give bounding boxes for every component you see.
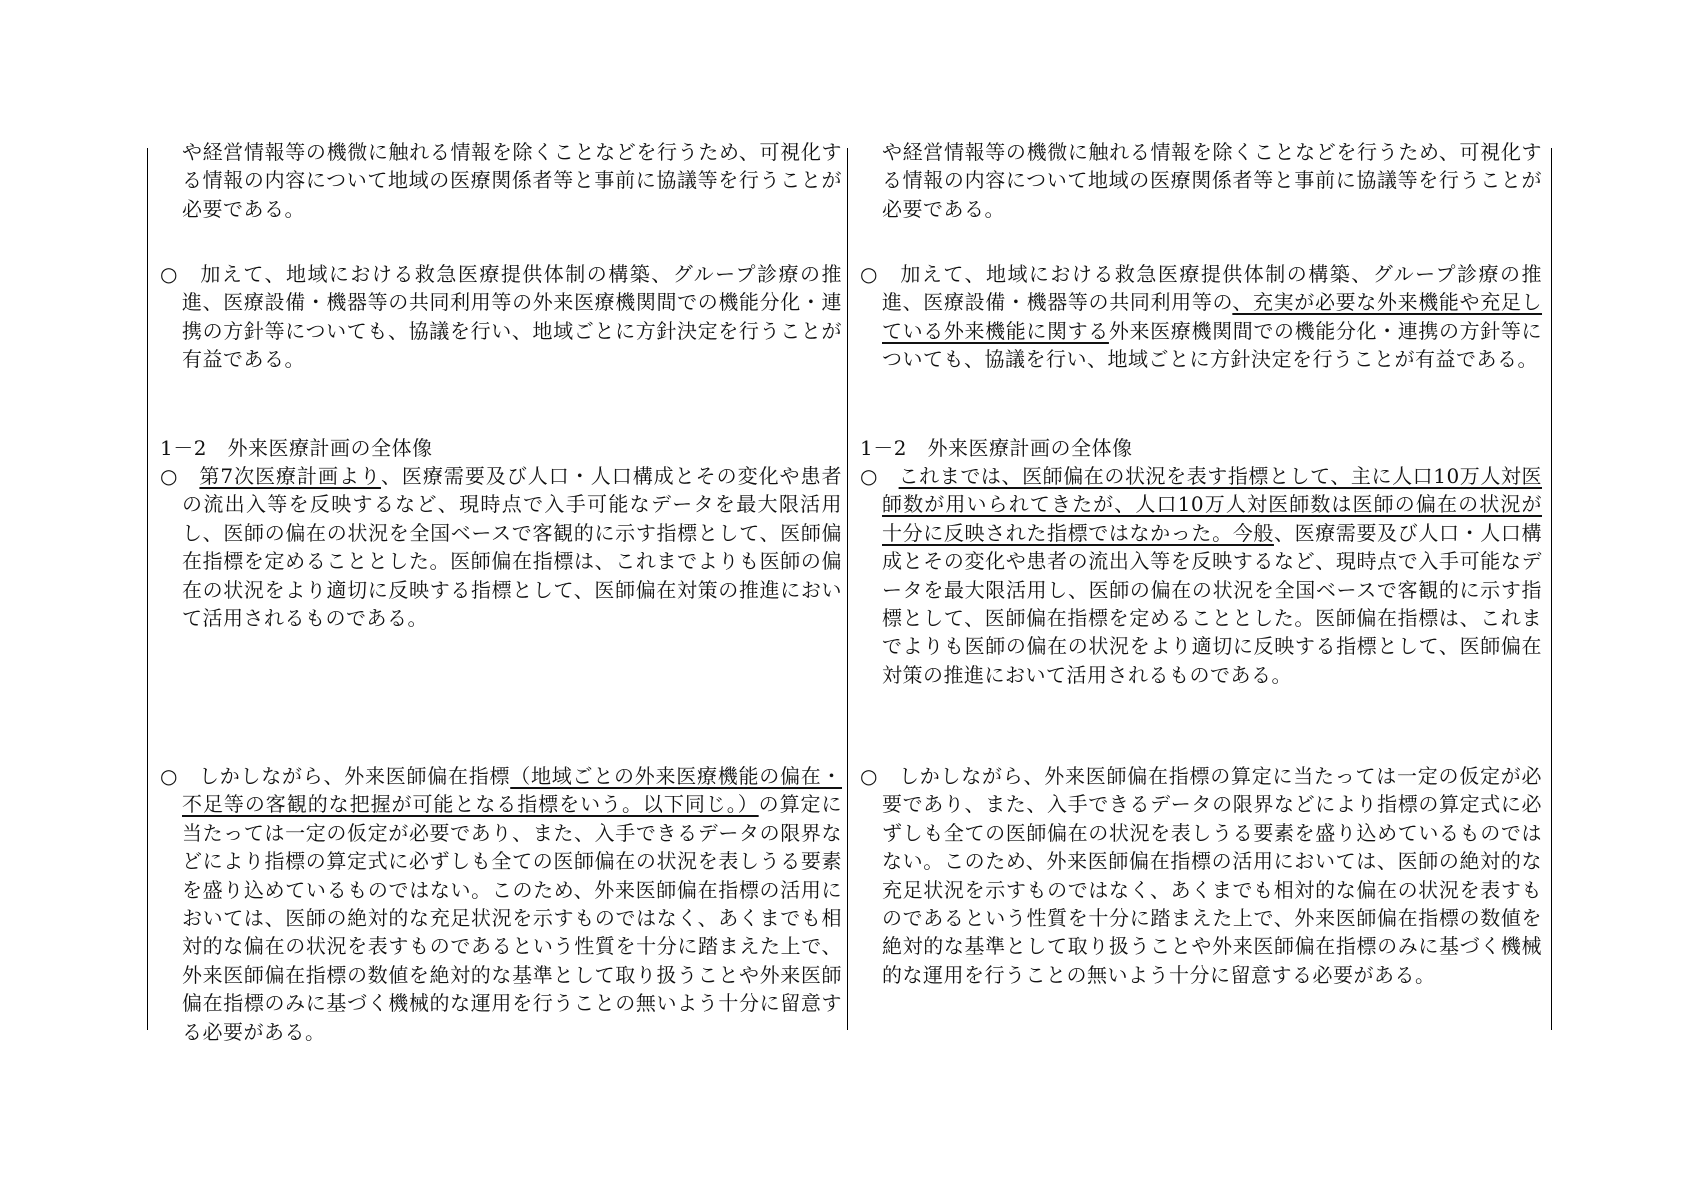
- left-indicator-paragraph: [160, 462, 842, 632]
- right-indicator-marker: ○: [860, 464, 899, 488]
- right-coordination-underlined: 、充実が必要な外来機能や充足している外来機能に関する: [882, 290, 1543, 343]
- left-indicator-block: [160, 462, 842, 632]
- left-indicator-marker: ○: [160, 464, 200, 488]
- right-section-heading: [860, 434, 1542, 462]
- right-coordination-rest: 外来医療機関間での機能分化・連携の方針等についても、協議を行い、地域ごとに方針決定を行うことが有益である。: [882, 318, 1543, 372]
- left-caution-rest: の算定に当たっては一定の仮定が必要であり、また、入手できるデータの限界などにより指標の算定式に必ずしも全ての医師偏在の状況を表しうる要素を盛り込めているものではない。このため、外来医師偏在指標の活用においては、医師の絶対的な充足状況を示すものではなく、あくまでも相対的な偏在の状況を表すものであるという性質を十分に踏まえた上で、外来医師偏在指標の数値を絶対的な基準として取り扱うことや外来医師偏在指標のみに基づく機械的な運用を行うことの無いよう十分に留意する必要がある。: [182, 792, 843, 1044]
- left-coordination-paragraph: ○ 加えて、地域における救急医療提供体制の構築、グループ診療の推進、医療設備・機器等の共同利用等の外来医療機関間での機能分化・連携の方針等についても、協議を行い、地域ごとに方針決定を行うことが有益である。: [160, 262, 842, 372]
- right-indicator-underlined: これまでは、医師偏在の状況を表す指標として、主に人口10万人対医師数が用いられてきたが、人口10万人対医師数は医師の偏在の状況が十分に反映された指標ではなかった。今般: [882, 464, 1542, 545]
- right-caution-paragraph: ○ しかしながら、外来医師偏在指標の算定に当たっては一定の仮定が必要であり、また、入手できるデータの限界などにより指標の算定式に必ずしも全ての医師偏在の状況を表しうる要素を盛り込めているものではない。このため、外来医師偏在指標の活用においては、医師の絶対的な充足状況を示すものではなく、あくまでも相対的な偏在の状況を表すものであるという性質を十分に踏まえた上で、外来医師偏在指標の数値を絶対的な基準として取り扱うことや外来医師偏在指標のみに基づく機械的な運用を行うことの無いよう十分に留意する必要がある。: [860, 764, 1542, 987]
- column-divider: [847, 148, 848, 1030]
- left-continuation-block: [160, 138, 842, 223]
- right-coordination-paragraph: [860, 260, 1542, 374]
- right-continuation-paragraph: や経営情報等の機微に触れる情報を除くことなどを行うため、可視化する情報の内容について地域の医療関係者等と事前に協議等を行うことが必要である。: [882, 140, 1542, 221]
- left-coordination-block: [160, 260, 842, 374]
- left-caution-block: [160, 762, 842, 1046]
- right-coordination-block: [860, 260, 1542, 374]
- left-heading-text: 1－2 外来医療計画の全体像: [160, 436, 433, 460]
- right-caution-block: [860, 762, 1542, 989]
- right-indicator-paragraph: [860, 462, 1542, 689]
- left-indicator-underlined: 第7次医療計画より: [199, 464, 381, 488]
- left-caution-lead: ○ しかしながら、外来医師偏在指標: [160, 764, 511, 788]
- left-section-heading: [160, 434, 842, 462]
- right-indicator-rest: 、医療需要及び人口・人口構成とその変化や患者の流出入等を反映するなど、現時点で入手可能なデータを最大限活用し、医師の偏在の状況を全国ベースで客観的に示す指標として、医師偏在指標を定めることとした。医師偏在指標は、これまでよりも医師の偏在の状況をより適切に反映する指標として、医師偏在対策の推進において活用されるものである。: [882, 520, 1543, 687]
- right-indicator-block: [860, 462, 1542, 689]
- left-caution-underlined: （地域ごとの外来医療機能の偏在・不足等の客観的な把握が可能となる指標をいう。以下同じ。）: [182, 764, 843, 817]
- left-indicator-rest: 、医療需要及び人口・人口構成とその変化や患者の流出入等を反映するなど、現時点で入手可能なデータを最大限活用し、医師の偏在の状況を全国ベースで客観的に示す指標として、医師偏在指標を定めることとした。医師偏在指標は、これまでよりも医師の偏在の状況をより適切に反映する指標として、医師偏在対策の推進において活用されるものである。: [182, 464, 843, 631]
- left-caution-paragraph: [160, 762, 842, 1046]
- right-continuation-block: [860, 138, 1542, 223]
- right-heading-text: 1－2 外来医療計画の全体像: [860, 436, 1133, 460]
- right-coordination-lead: ○ 加えて、地域における救急医療提供体制の構築、グループ診療の推進、医療設備・機器等の共同利用等の: [860, 262, 1542, 315]
- left-continuation-paragraph: や経営情報等の機微に触れる情報を除くことなどを行うため、可視化する情報の内容について地域の医療関係者等と事前に協議等を行うことが必要である。: [182, 140, 842, 221]
